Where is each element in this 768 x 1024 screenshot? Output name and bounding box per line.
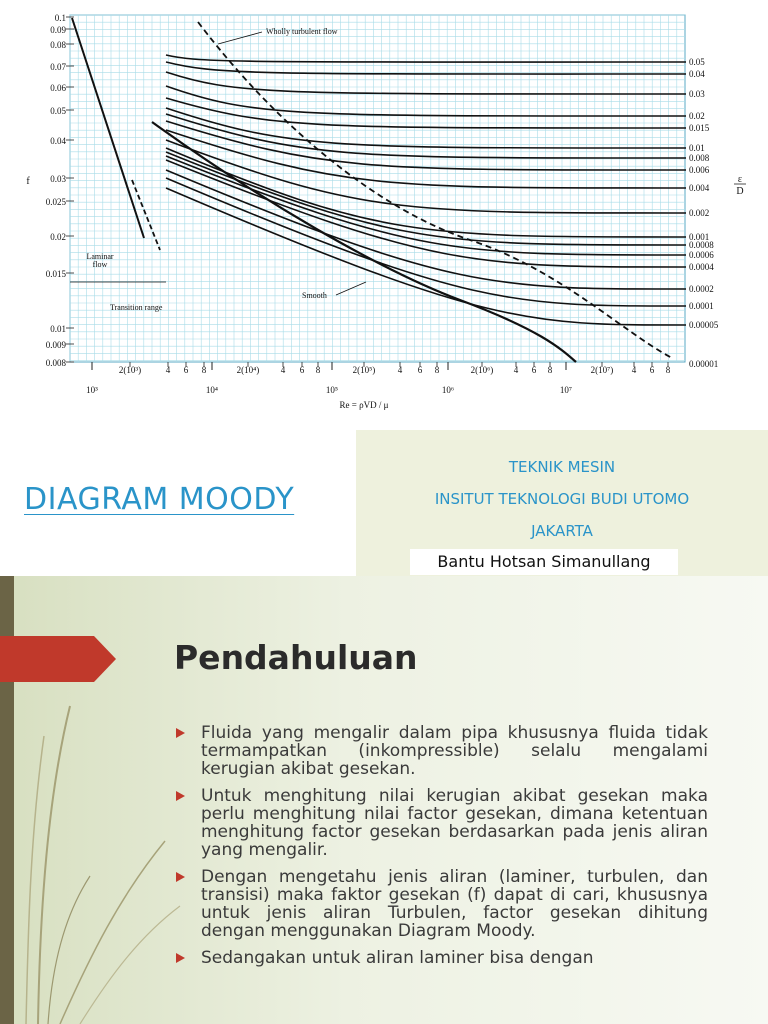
x-tick-label: 8 [201,365,207,375]
roughness-label: 0.001 [689,232,710,242]
department-text: TEKNIK MESIN [508,458,616,476]
x-major-label: 10⁷ [559,385,573,395]
roughness-label: 0.05 [689,57,705,67]
bullet-arrow-icon [176,791,185,801]
x-major-label: 10³ [86,385,98,395]
x-major-label: 10⁴ [205,385,219,395]
roughness-label: 0.01 [689,143,705,153]
x-tick-label: 2(10⁴) [236,365,260,375]
bullet-text: Untuk menghitung nilai kerugian akibat gesekan maka perlu menghitung nilai factor gesekan, dimana ketentuan menghitung factor gesekan berdasarkan pada jenis aliran yang mengalir. [201,786,708,860]
y-tick-label: 0.015 [45,269,66,279]
x-tick-label: 6 [649,365,655,375]
x-tick-label: 6 [183,365,189,375]
x-tick-label: 8 [315,365,321,375]
y-tick-label: 0.03 [50,174,66,184]
roughness-label: 0.0001 [689,301,714,311]
x-tick-label: 2(10⁷) [590,365,614,375]
bullet-text: Sedangakan untuk aliran laminer bisa dengan [201,948,594,968]
roughness-label: 0.00005 [689,320,719,330]
x-tick-label: 8 [434,365,440,375]
roughness-label: 0.015 [689,123,710,133]
roughness-label: 0.04 [689,69,705,79]
section-arrow-icon [0,636,116,682]
y-tick-label: 0.008 [45,358,66,368]
y-tick-label: 0.01 [50,324,66,334]
roughness-label: 0.03 [689,89,705,99]
title-slide [0,418,768,576]
y-tick-label: 0.009 [45,340,66,350]
bullet-arrow-icon [176,872,185,882]
moody-chart [0,0,768,418]
bullet-arrow-icon [176,728,185,738]
x-tick-label: 4 [397,365,403,375]
roughness-label: 0.002 [689,208,710,218]
y-tick-label: 0.1 [54,13,66,23]
bullet-item [176,724,708,778]
moody-chart-svg [0,0,768,418]
x-tick-label: 6 [531,365,537,375]
x-major-label: 10⁶ [441,385,455,395]
city-text: JAKARTA [531,522,593,540]
x-tick-label: 2(10⁵) [352,365,376,375]
y-tick-label: 0.09 [50,25,66,35]
x-tick-label: 6 [417,365,423,375]
roughness-label: 0.00001 [689,359,719,369]
x-tick-label: 8 [665,365,671,375]
institute-text: INSITUT TEKNOLOGI BUDI UTOMO [434,490,690,508]
laminar-annotation: flow [92,260,108,269]
author-name: Bantu Hotsan Simanullang [410,549,678,575]
roughness-label: 0.0006 [689,250,714,260]
y-tick-label: 0.08 [50,40,66,50]
bullet-item [176,787,708,859]
y-tick-label: 0.04 [50,136,66,146]
bullet-item [176,949,708,967]
bullet-arrow-icon [176,953,185,963]
bullet-text: Dengan mengetahu jenis aliran (laminer, turbulen, dan transisi) maka faktor gesekan (f) dapat di cari, khususnya untuk jenis aliran Turbulen, factor gesekan dihitung dengan menggunakan Diagram Moody. [201,867,708,941]
y-axis-label: f [26,176,30,187]
bullet-item [176,868,708,940]
y-tick-label: 0.025 [45,197,66,207]
roughness-label: 0.0002 [689,284,714,294]
y-tick-label: 0.06 [50,83,66,93]
roughness-label: 0.0008 [689,240,714,250]
bullet-list [176,724,708,976]
x-tick-label: 2(10³) [118,365,142,375]
y-tick-label: 0.07 [50,62,66,72]
x-tick-label: 2(10⁶) [470,365,494,375]
x-tick-label: 4 [513,365,519,375]
bullet-text: Fluida yang mengalir dalam pipa khususnya fluida tidak termampatkan (inkompressible) selalu mengalami kerugian akibat gesekan. [201,723,708,779]
section-heading: Pendahuluan [174,638,418,677]
x-axis-label: Re = ρVD / μ [339,400,389,410]
roughness-axis-label: D [736,186,744,197]
roughness-label: 0.02 [689,111,705,121]
laminar-annotation: Laminar [86,252,114,261]
transition-annotation: Transition range [110,303,163,312]
y-tick-label: 0.02 [50,232,66,242]
smooth-annotation: Smooth [302,291,327,300]
x-major-label: 10⁵ [325,385,339,395]
roughness-label: 0.004 [689,183,710,193]
x-tick-label: 6 [299,365,305,375]
slide-title[interactable]: DIAGRAM MOODY [24,482,295,517]
x-tick-label: 4 [280,365,286,375]
x-tick-label: 4 [165,365,171,375]
intro-slide [0,576,768,1024]
roughness-label: 0.0004 [689,262,714,272]
y-tick-label: 0.05 [50,106,66,116]
roughness-axis-label: ε [737,174,743,185]
roughness-label: 0.006 [689,165,710,175]
x-tick-label: 4 [631,365,637,375]
turbulent-annotation: Wholly turbulent flow [266,27,338,36]
x-tick-label: 8 [547,365,553,375]
roughness-label: 0.008 [689,153,710,163]
